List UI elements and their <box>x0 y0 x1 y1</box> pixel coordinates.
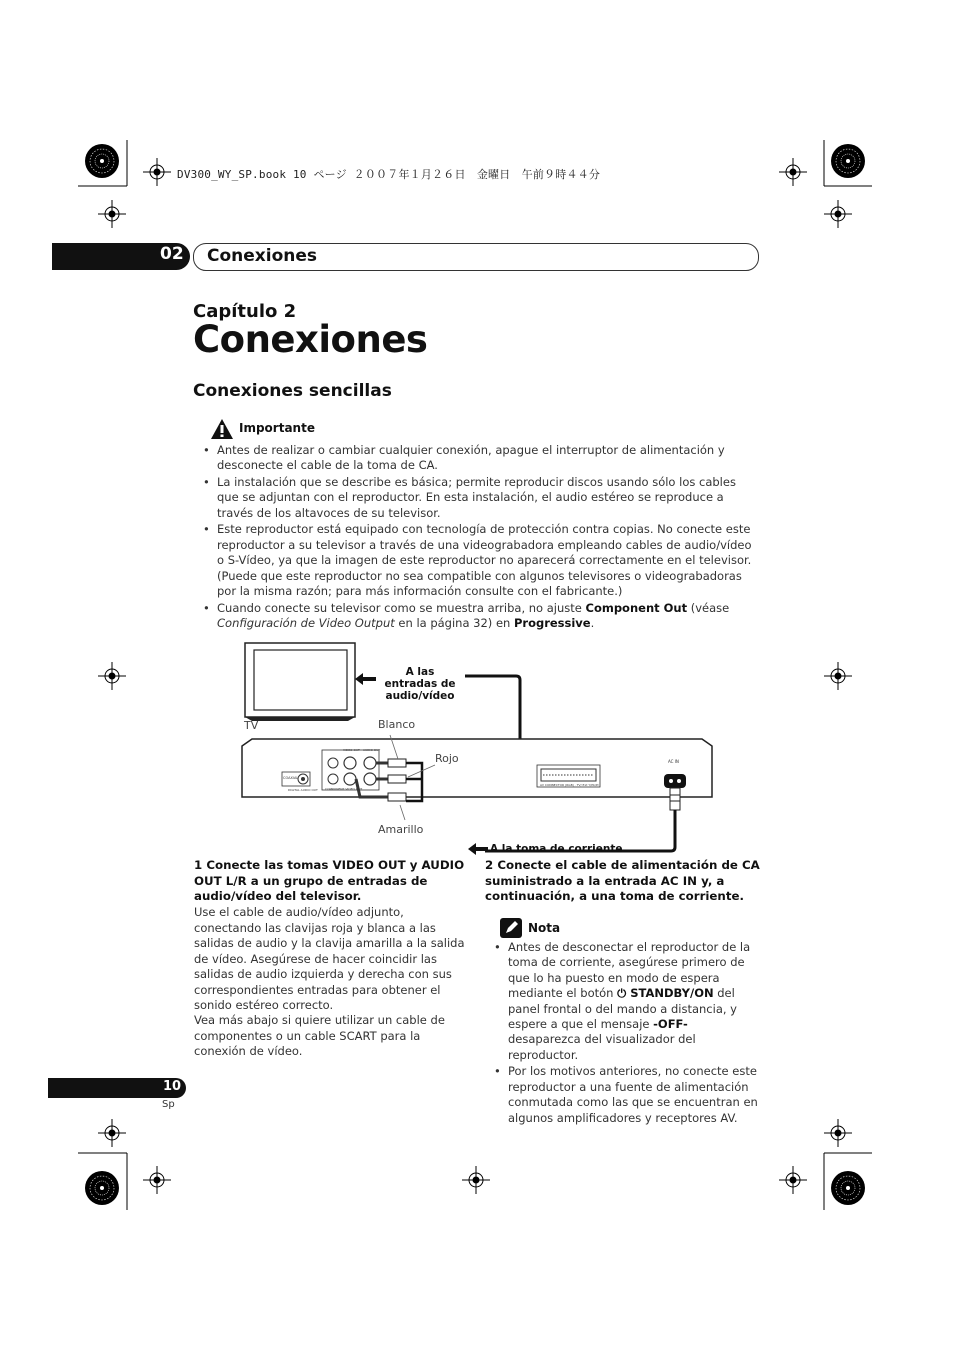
important-list <box>195 443 760 633</box>
list-item: • Antes de realizar o cambiar cualquier conexión, apague el interruptor de alimentación y desconecte el cable de la toma de CA. <box>195 443 760 474</box>
section-title: Conexiones sencillas <box>193 381 392 401</box>
label-video-out: VIDEO OUT <box>343 748 360 752</box>
step1-heading: 1 Conecte las tomas VIDEO OUT y AUDIO OUT L/R a un grupo de entradas de audio/vídeo del televisor. <box>194 858 465 903</box>
label-scart: AV CONNECTOR (RGB) · TV/ Ext Y/Pb/Pr <box>540 783 599 787</box>
arrow-left-icon <box>355 673 376 685</box>
page-number: 10 <box>163 1079 182 1094</box>
step2-heading: 2 Conecte el cable de alimentación de CA suministrado a la entrada AC IN y, a continuación, a una toma de corriente. <box>485 858 760 903</box>
list-item: • Antes de desconectar el reproductor de la toma de corriente, asegúrese primero de que lo ha puesto en modo de espera mediante el botón ⏻ STANDBY/ON del panel frontal o del mando a distancia, y espere a que el mensaje -OFF- desaparezca del visualizador del reproductor. <box>486 940 761 1063</box>
label-power: A la toma de corriente <box>490 843 623 855</box>
step1-body2: Vea más abajo si quiere utilizar un cable de componentes o un cable SCART para la conexión de vídeo. <box>194 1013 445 1058</box>
print-header: DV300_WY_SP.book 10 ページ ２００７年１月２６日 金曜日 午前９時４４分 <box>177 168 601 181</box>
important-title: Importante <box>239 421 315 435</box>
label-digital-out: DIGITAL AUDIO OUT <box>288 788 318 792</box>
warning-icon <box>210 418 234 440</box>
label-tv: TV <box>244 719 259 732</box>
list-item: • Por los motivos anteriores, no conecte este reproductor a una fuente de alimentación conmutada como las que se encuentran en algunos amplificadores y receptores AV. <box>486 1064 761 1126</box>
connection-diagram <box>230 635 730 860</box>
chapter-label: Capítulo 2 <box>193 301 297 322</box>
chapter-number: 02 <box>160 244 184 264</box>
label-coaxial: COAXIAL <box>283 776 299 780</box>
note-list <box>486 940 761 1127</box>
label-audio-inputs: A las entradas de audio/vídeo <box>384 666 456 702</box>
note-pencil-icon <box>500 918 522 938</box>
step1-body: Use el cable de audio/vídeo adjunto, conectando las clavijas roja y blanca a las salidas de audio y la clavija amarilla a la salida de vídeo. Asegúrese de hacer coincidir las salidas de audio izquierda y derecha con sus correspondientes entradas para obtener el sonido estéreo correcto. <box>194 905 465 1012</box>
page-title: Conexiones <box>193 318 428 361</box>
chapter-tab-title: Conexiones <box>207 246 318 266</box>
note-title: Nota <box>528 921 561 935</box>
list-item: • Cuando conecte su televisor como se muestra arriba, no ajuste Component Out (véase Configuración de Video Output en la página 32) en Progressive. <box>195 601 760 632</box>
label-yellow: Amarillo <box>378 823 424 836</box>
standby-power-icon: ⏻ <box>617 986 627 1001</box>
label-white: Blanco <box>378 718 416 731</box>
tv-illustration <box>245 643 355 721</box>
list-item: • Este reproductor está equipado con tecnología de protección contra copias. No conecte este reproductor a su televisor a través de una videograbadora empleando cables de audio/vídeo o S-Vídeo, ya que la imagen de este reproductor no aparecerá correctamente en el televisor. (Puede que este reproductor no sea compatible con algunos televisores o videograbadoras por la misma razón; para más información consulte con el fabricante.) <box>195 522 760 599</box>
label-red: Rojo <box>435 752 459 765</box>
label-component: COMPONENT VIDEO OUT <box>325 787 363 791</box>
label-ac-in: AC IN <box>668 759 679 764</box>
page-language: Sp <box>162 1099 175 1110</box>
list-item: • La instalación que se describe es básica; permite reproducir discos usando sólo los cables que se adjuntan con el reproductor. En esta instalación, el audio estéreo se reproduce a través de los altavoces de su televisor. <box>195 475 760 521</box>
label-audio-out: AUDIO OUT <box>363 748 381 752</box>
